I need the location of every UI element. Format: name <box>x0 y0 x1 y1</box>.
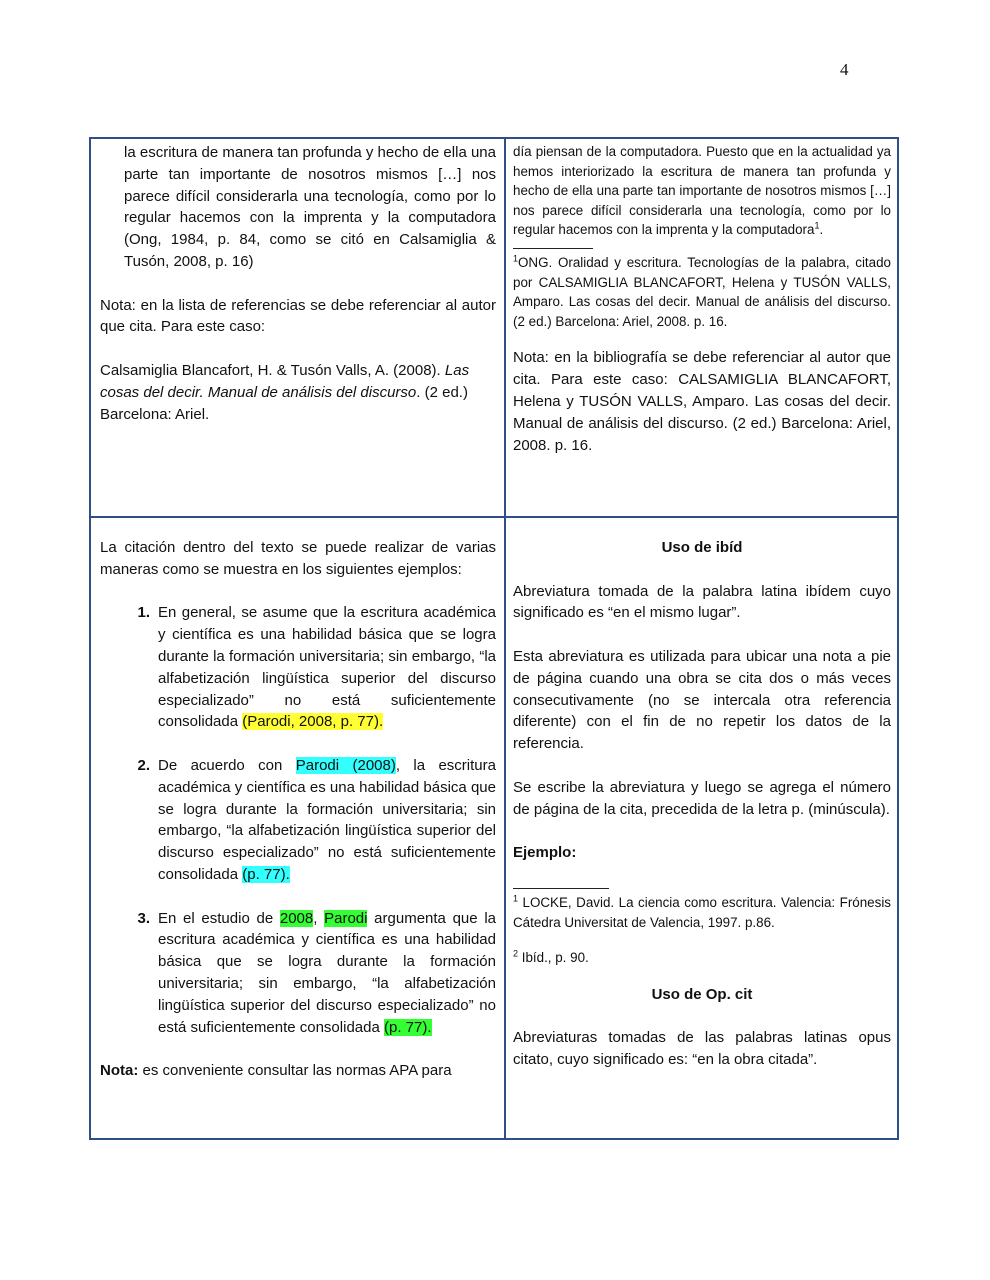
ibid-format: Se escribe la abreviatura y luego se agrega el número de página de la cita, precedida de la letra p. (minúscula). <box>513 778 891 818</box>
quote-continuation: día piensan de la computadora. Puesto que en la actualidad ya hemos interiorizado la escritura de manera tan profunda y hecho de ella una parte tan importante de nosotros mismos […] nos parece difícil considerarla una tecnología, como por lo regular hacemos con la imprenta y la computadora$^1$. <box>513 144 891 238</box>
apa-note: Nota: es conveniente consultar las normas APA para <box>100 1062 452 1080</box>
highlight-green: (p. 77). <box>383 1018 432 1036</box>
cell-top-right <box>513 142 891 514</box>
footnote-ibid: $^2$ Ibíd., p. 90. <box>513 948 589 966</box>
footnote-1: $^1$ONG. Oralidad y escritura. Tecnologías de la palabra, citado por CALSAMIGLIA BLANCAFORT, Helena y TUSÓN VALLS, Amparo. Las cosas del decir. Manual de análisis del discurso. (2 ed.) Barcelona: Ariel, 2008. p. 16. <box>513 253 891 329</box>
cell-top-left <box>100 142 496 514</box>
list-item: 2. De acuerdo con Parodi (2008), la escritura académica y científica es una habilidad básica que se logra durante la formación universitaria; sin embargo, “la alfabetización lingüística superior del discurso especializado” no está suficientemente consolidada (p. 77). <box>137 756 496 883</box>
bibliography-note: Nota: en la bibliografía se debe referenciar al autor que cita. Para este caso: CALSAMIGLIA BLANCAFORT, Helena y TUSÓN VALLS, Amparo. Las cosas del decir. Manual de análisis del discurso. (2 ed.) Barcelona: Ariel, 2008. p. 16. <box>513 349 891 454</box>
citation-intro: La citación dentro del texto se puede realizar de varias maneras como se muestra en los siguientes ejemplos: <box>100 539 496 578</box>
highlight-yellow: (Parodi, 2008, p. 77). <box>242 713 384 731</box>
ibid-heading: Uso de ibíd <box>661 539 743 556</box>
footnote-separator <box>513 248 593 249</box>
block-quote: la escritura de manera tan profunda y hecho de ella una parte tan importante de nosotros mismos […] nos parece difícil considerarla una tecnología, como por lo regular hacemos con la imprenta y la computadora (Ong, 1984, p. 84, como se citó en Calsamiglia & Tusón, 2008, p. 16) <box>124 144 496 270</box>
footnote-locke: $^1$ LOCKE, David. La ciencia como escritura. Valencia: Frónesis Cátedra Universitat de Valencia, 1997. p.86. <box>513 893 891 930</box>
opcit-definition: Abreviaturas tomadas de las palabras latinas opus citato, cuyo significado es: “en la obra citada”. <box>513 1029 891 1069</box>
list-item: 3. En el estudio de 2008, Parodi argumenta que la escritura académica y científica es una habilidad básica que se logra durante la formación universitaria; sin embargo, “la alfabetización lingüística superior del discurso especializado” no está suficientemente consolidada (p. 77). <box>137 909 496 1036</box>
opcit-heading: Uso de Op. cit <box>651 985 753 1003</box>
ibid-definition: Abreviatura tomada de la palabra latina ibídem cuyo significado es “en el mismo lugar”. <box>513 582 891 622</box>
cell-bottom-left <box>100 537 496 1127</box>
page-number: 4 <box>840 60 849 79</box>
reference-note: Nota: en la lista de referencias se debe referenciar al autor que cita. Para este caso: <box>100 296 496 336</box>
reference-entry: Calsamiglia Blancafort, H. & Tusón Valls, A. (2008). Las cosas del decir. Manual de análisis del discurso. (2 ed.) Barcelona: Ariel. <box>100 361 470 423</box>
highlight-green: 2008 <box>279 909 314 927</box>
highlight-green: Parodi <box>324 909 368 927</box>
list-item: 1. En general, se asume que la escritura académica y científica es una habilidad básica que se logra durante la formación universitaria; sin embargo, “la alfabetización lingüística superior del discurso especializado” no está suficientemente consolidada (Parodi, 2008, p. 77). <box>137 604 496 731</box>
citation-examples <box>100 602 496 1038</box>
cell-bottom-right <box>513 537 891 1127</box>
row-divider <box>91 516 897 518</box>
content-table <box>89 137 899 1140</box>
footnote-separator <box>513 888 609 889</box>
example-label: Ejemplo: <box>513 844 577 862</box>
column-divider <box>504 139 506 1138</box>
ibid-usage: Esta abreviatura es utilizada para ubicar una nota a pie de página cuando una obra se cita dos o más veces consecutivamente (no se intercala otra referencia diferente) con el fin de no repetir los datos de la referencia. <box>513 647 891 753</box>
highlight-cyan: Parodi (2008) <box>295 756 396 774</box>
highlight-cyan: (p. 77). <box>242 865 290 883</box>
